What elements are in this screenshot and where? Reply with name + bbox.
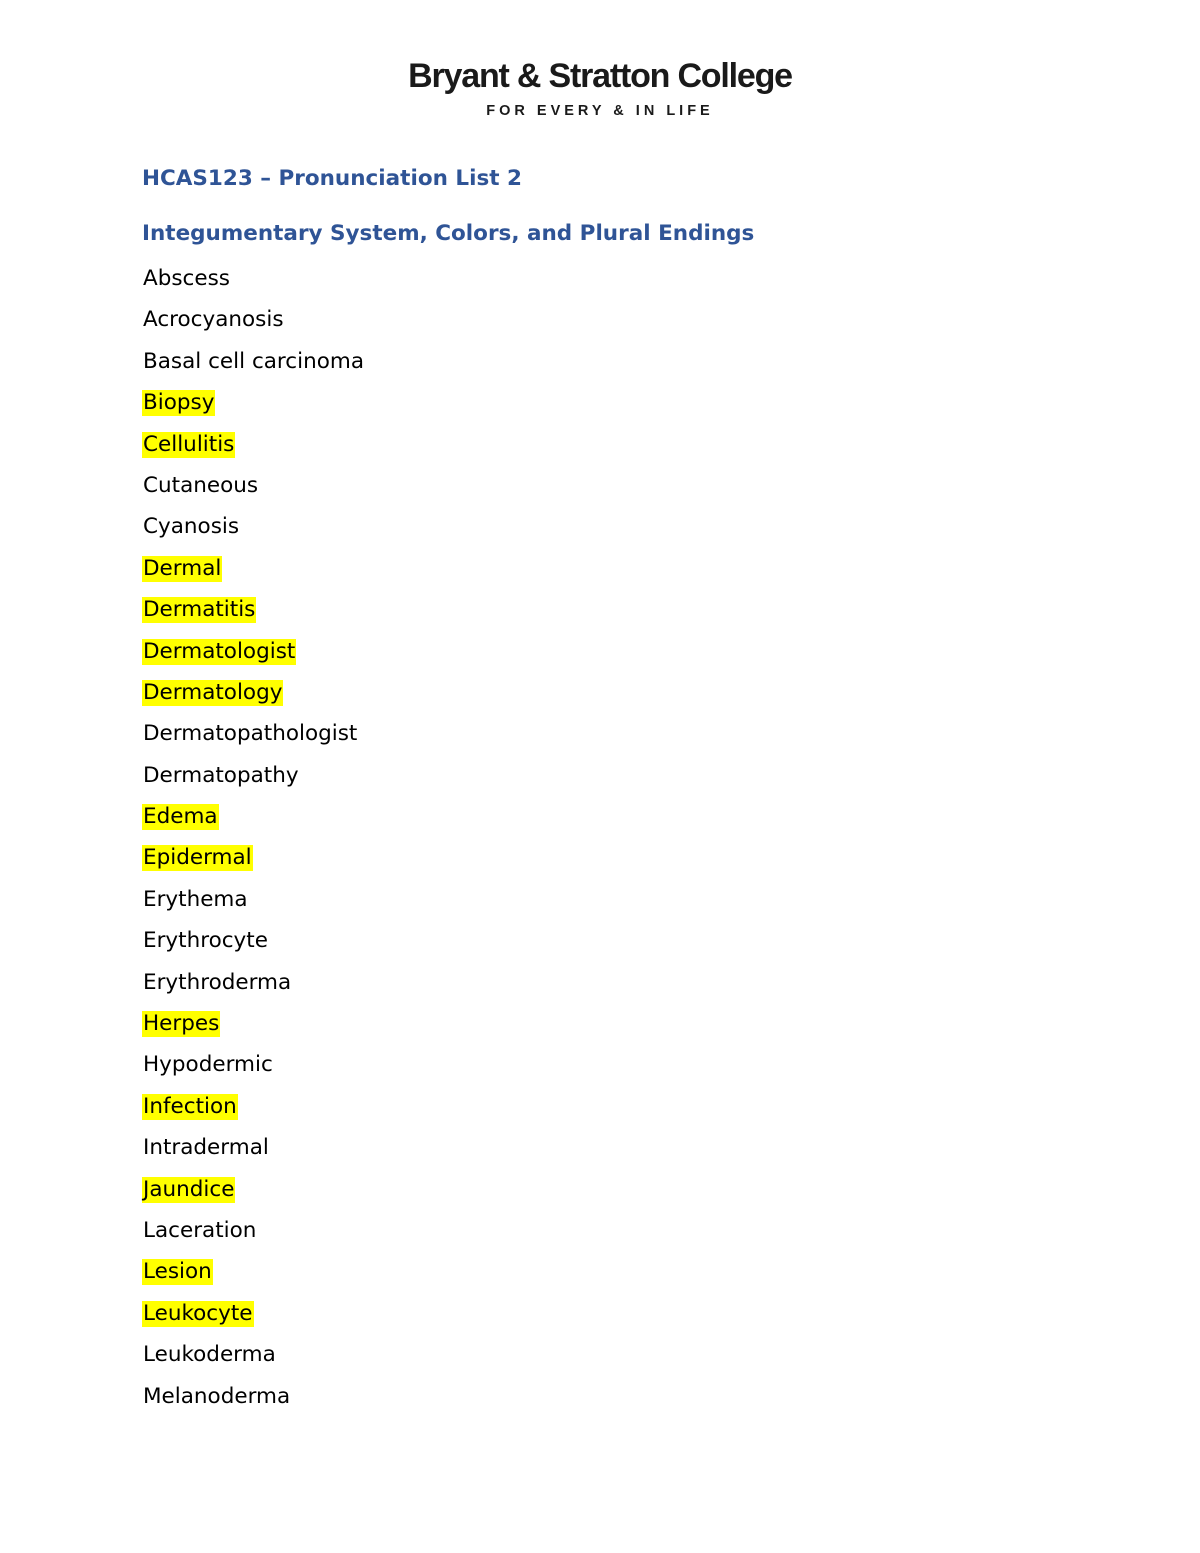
term-item — [142, 341, 1102, 382]
term-item — [142, 1376, 1102, 1417]
term-item — [142, 382, 1102, 423]
logo-name: Bryant & Stratton College — [408, 57, 792, 95]
term-text: Melanoderma — [143, 1383, 291, 1409]
term-text: Dermatopathologist — [143, 721, 358, 747]
term-text: Erythema — [143, 886, 248, 912]
term-item — [142, 1169, 1102, 1210]
term-item — [142, 1127, 1102, 1168]
term-text: Basal cell carcinoma — [143, 348, 364, 374]
logo-tagline: FOR EVERY & IN LIFE — [486, 103, 714, 119]
term-text: Laceration — [143, 1217, 257, 1243]
term-item — [142, 258, 1102, 299]
term-text: Leukoderma — [143, 1342, 276, 1368]
highlighted-term: Dermatologist — [143, 638, 296, 664]
term-list — [142, 258, 1102, 1417]
highlighted-term: Dermatology — [143, 679, 283, 705]
term-item — [142, 589, 1102, 630]
term-item — [142, 796, 1102, 837]
highlighted-term: Jaundice — [143, 1176, 235, 1202]
highlighted-term: Edema — [143, 804, 218, 830]
highlighted-term: Infection — [143, 1093, 237, 1119]
term-text: Hypodermic — [143, 1052, 273, 1078]
term-text: Erythroderma — [143, 969, 292, 995]
college-logo — [0, 54, 1200, 119]
term-item — [142, 1210, 1102, 1251]
term-item — [142, 424, 1102, 465]
term-item — [142, 1044, 1102, 1085]
term-item — [142, 548, 1102, 589]
document-title: HCAS123 – Pronunciation List 2 — [142, 166, 522, 191]
highlighted-term: Biopsy — [143, 390, 215, 416]
term-item — [142, 755, 1102, 796]
term-item — [142, 1293, 1102, 1334]
section-heading: Integumentary System, Colors, and Plural Endings — [142, 221, 755, 246]
term-item — [142, 713, 1102, 754]
term-item — [142, 837, 1102, 878]
term-item — [142, 962, 1102, 1003]
term-item — [142, 299, 1102, 340]
term-item — [142, 1334, 1102, 1375]
term-text: Intradermal — [143, 1135, 269, 1161]
term-item — [142, 1086, 1102, 1127]
term-item — [142, 631, 1102, 672]
highlighted-term: Cellulitis — [143, 431, 235, 457]
term-item — [142, 506, 1102, 547]
term-text: Acrocyanosis — [143, 307, 284, 333]
term-item — [142, 1251, 1102, 1292]
term-item — [142, 920, 1102, 961]
term-text: Cutaneous — [143, 472, 259, 498]
term-text: Dermatopathy — [143, 762, 299, 788]
term-item — [142, 465, 1102, 506]
highlighted-term: Herpes — [143, 1011, 220, 1037]
highlighted-term: Dermatitis — [143, 597, 256, 623]
term-text: Abscess — [143, 266, 231, 291]
highlighted-term: Dermal — [143, 555, 222, 581]
term-item — [142, 672, 1102, 713]
term-item — [142, 879, 1102, 920]
highlighted-term: Epidermal — [143, 845, 252, 871]
document-body — [142, 160, 1102, 1417]
highlighted-term: Leukocyte — [143, 1300, 253, 1326]
highlighted-term: Lesion — [143, 1259, 212, 1285]
term-text: Cyanosis — [143, 514, 240, 540]
term-text: Erythrocyte — [143, 928, 268, 954]
term-item — [142, 1003, 1102, 1044]
